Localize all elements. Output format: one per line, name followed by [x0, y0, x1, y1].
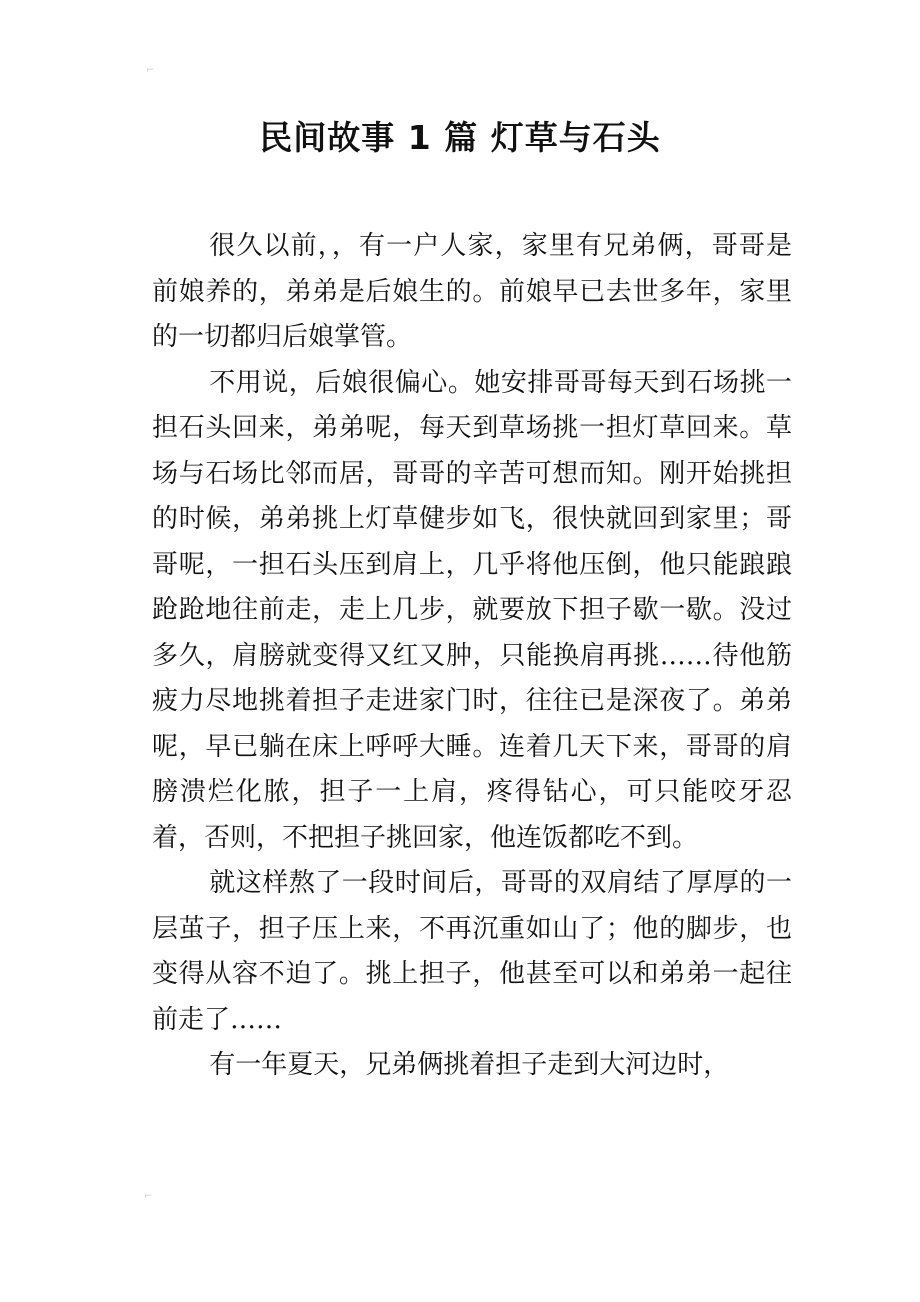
paragraph-4: 有一年夏天，兄弟俩挑着担子走到大河边时，: [209, 1050, 730, 1080]
document-title: 民间故事 1 篇 灯草与石头: [259, 118, 661, 157]
paragraph-3: 就这样熬了一段时间后，哥哥的双肩结了厚厚的一层茧子，担子压上来，不再沉重如山了；他的脚步，也变得从容不迫了。挑上担子，他甚至可以和弟弟一起往前走了……: [152, 868, 792, 1035]
paragraph-1: 很久以前，，有一户人家，家里有兄弟俩，哥哥是前娘养的，弟弟是后娘生的。前娘早已去世多年，家里的一切都归后娘掌管。: [152, 231, 792, 352]
paragraph-2: 不用说，后娘很偏心。她安排哥哥每天到石场挑一担石头回来，弟弟呢，每天到草场挑一担灯草回来。草场与石场比邻而居，哥哥的辛苦可想而知。刚开始挑担的时候，弟弟挑上灯草健步如飞，很快就回到家里；哥哥呢，一担石头压到肩上，几乎将他压倒，他只能踉踉跄跄地往前走，走上几步，就要放下担子歇一歇。没过多久，肩膀就变得又红又肿，只能换肩再挑……待他筋疲力尽地挑着担子走进家门时，往往已是深夜了。弟弟呢，早已躺在床上呼呼大睡。连着几天下来，哥哥的肩膀溃烂化脓，担子一上肩，疼得钻心，可只能咬牙忍着，否则，不把担子挑回家，他连饭都吃不到。: [152, 367, 792, 853]
crop-mark-top: ⌐: [146, 65, 155, 76]
crop-mark-bottom: ⌐: [144, 1191, 153, 1202]
document-body: [152, 224, 792, 1089]
